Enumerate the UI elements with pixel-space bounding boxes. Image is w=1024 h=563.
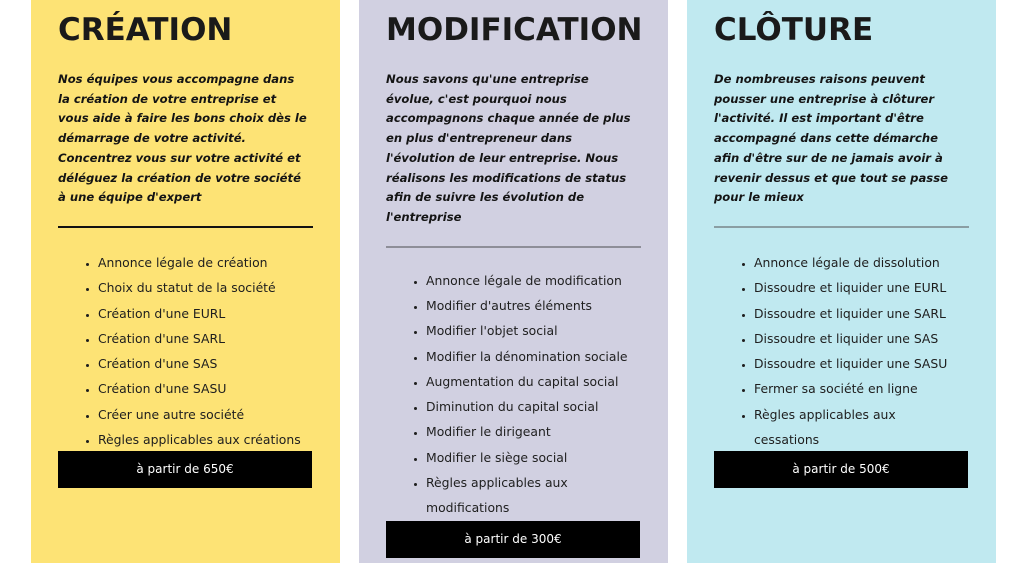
- modification-card-content: [386, 0, 641, 521]
- creation-card: [31, 0, 340, 563]
- cloture-card-divider: [714, 226, 969, 228]
- cloture-feature-item[interactable]: • Dissoudre et liquider une EURL: [754, 275, 969, 300]
- creation-card-title: CRÉATION: [58, 12, 233, 48]
- cloture-price-button[interactable]: à partir de 500€: [714, 451, 968, 488]
- cloture-card-title: CLÔTURE: [714, 12, 874, 48]
- creation-feature-item[interactable]: • Création d'une EURL: [98, 301, 313, 326]
- cloture-card-description: De nombreuses raisons peuvent pousser une entreprise à clôturer l'activité. Il est important d'être accompagné dans cette démarche afin d'être sur de ne jamais avoir à revenir dessus et que tout se passe pour le mieux: [714, 72, 948, 205]
- modification-feature-item[interactable]: • Annonce légale de modification: [426, 268, 641, 293]
- creation-feature-item[interactable]: • Règles applicables aux créations: [98, 427, 313, 452]
- modification-price-button[interactable]: à partir de 300€: [386, 521, 640, 558]
- creation-feature-list: [58, 250, 313, 452]
- modification-feature-item[interactable]: • Règles applicables aux modifications: [426, 470, 596, 521]
- creation-card-divider: [58, 226, 313, 228]
- modification-feature-item[interactable]: • Modifier le siège social: [426, 445, 641, 470]
- creation-feature-item[interactable]: • Création d'une SARL: [98, 326, 313, 351]
- modification-card-description: Nous savons qu'une entreprise évolue, c'est pourquoi nous accompagnons chaque année de plus en plus d'entrepreneur dans l'évolution de leur entreprise. Nous réalisons les modifications de status afin de suivre les évolution de l'entreprise: [386, 72, 631, 224]
- creation-feature-item[interactable]: • Création d'une SAS: [98, 351, 313, 376]
- cloture-feature-item[interactable]: • Fermer sa société en ligne: [754, 376, 969, 401]
- creation-feature-item[interactable]: • Création d'une SASU: [98, 376, 313, 401]
- modification-feature-item[interactable]: • Modifier d'autres éléments: [426, 293, 641, 318]
- creation-card-description: Nos équipes vous accompagne dans la création de votre entreprise et vous aide à faire les bons choix dès le démarrage de votre activité. Concentrez vous sur votre activité et déléguez la création de votre société à une équipe d'expert: [58, 72, 307, 205]
- creation-price-button[interactable]: à partir de 650€: [58, 451, 312, 488]
- modification-feature-item[interactable]: • Modifier la dénomination sociale: [426, 344, 641, 369]
- cloture-feature-item[interactable]: • Annonce légale de dissolution: [754, 250, 969, 275]
- cloture-card-content: [714, 0, 969, 452]
- creation-feature-item[interactable]: • Annonce légale de création: [98, 250, 313, 275]
- creation-feature-item[interactable]: • Créer une autre société: [98, 402, 313, 427]
- creation-feature-item[interactable]: • Choix du statut de la société: [98, 275, 313, 300]
- modification-card: [359, 0, 668, 563]
- modification-card-title: MODIFICATION: [386, 12, 643, 48]
- modification-feature-item[interactable]: • Augmentation du capital social: [426, 369, 641, 394]
- cloture-card: [687, 0, 996, 563]
- modification-card-divider: [386, 246, 641, 248]
- cloture-feature-item[interactable]: • Dissoudre et liquider une SAS: [754, 326, 969, 351]
- modification-feature-item[interactable]: • Modifier le dirigeant: [426, 419, 641, 444]
- modification-feature-list: [386, 268, 641, 521]
- cloture-feature-item[interactable]: • Règles applicables aux cessations: [754, 402, 914, 453]
- cloture-feature-list: [714, 250, 969, 452]
- cloture-feature-item[interactable]: • Dissoudre et liquider une SASU: [754, 351, 969, 376]
- modification-feature-item[interactable]: • Modifier l'objet social: [426, 318, 641, 343]
- creation-card-content: [58, 0, 313, 452]
- modification-feature-item[interactable]: • Diminution du capital social: [426, 394, 641, 419]
- cloture-feature-item[interactable]: • Dissoudre et liquider une SARL: [754, 301, 969, 326]
